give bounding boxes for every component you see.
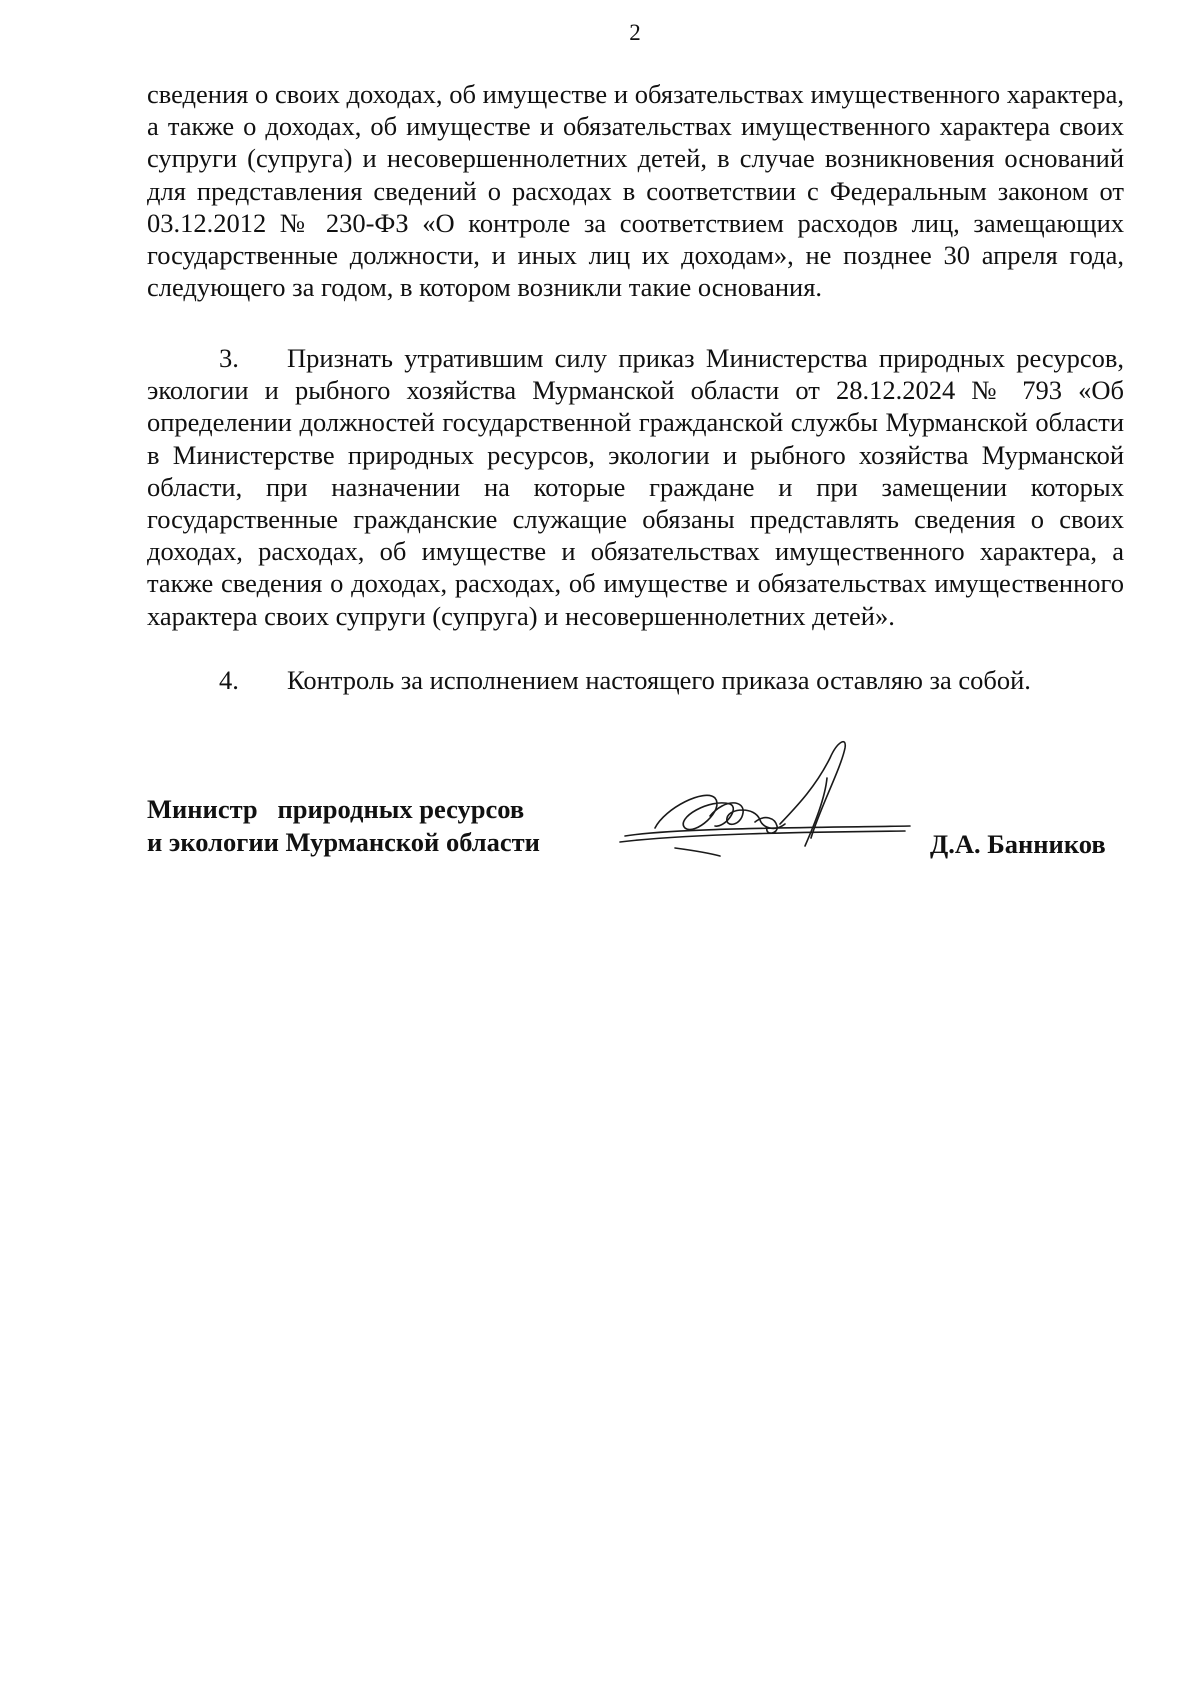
handwritten-signature (615, 728, 915, 868)
signature-stroke (780, 742, 845, 838)
item-4-text: Контроль за исполнением настоящего приказа оставляю за собой. (287, 665, 1031, 695)
signature-stroke (655, 795, 733, 829)
page-number: 2 (629, 20, 641, 45)
item-4-number: 4. (219, 665, 239, 695)
signatory-position-line-1: Министр природных ресурсов (147, 794, 525, 824)
signature-stroke (755, 818, 777, 833)
signatory-position-line-2: и экологии Мурманской области (147, 826, 540, 857)
paragraph-item-3 (147, 342, 1124, 632)
signatory-position (147, 793, 540, 858)
signature-stroke (805, 778, 827, 846)
signatory-name: Д.А. Банников (930, 829, 1106, 859)
signature-stroke (675, 848, 720, 856)
item-3-number: 3. (219, 343, 239, 373)
paragraph-continuation: сведения о своих доходах, об имуществе и обязательствах имущественного характера, а также о доходах, об имуществе и обязательствах имущественного характера своих супруги (супруга) и несовершеннолетних детей, в случае возникновения оснований для представления сведений о расходах в соответствии с Федеральным законом от 03.12.2012 № 230-ФЗ «О контроле за соответствием расходов лиц, замещающих государственные должности, и иных лиц их доходам», не позднее 30 апреля года, следующего за годом, в котором возникли такие основания. (147, 79, 1124, 303)
item-3-text: Признать утратившим силу приказ Министерства природных ресурсов, экологии и рыбного хозяйства Мурманской области от 28.12.2024 № 793 «Об определении должностей государственной гражданской службы Мурманской области в Министерстве природных ресурсов, экологии и рыбного хозяйства Мурманской области, при назначении на которые граждане и при замещении которых государственные гражданские служащие обязаны представлять сведения о своих доходах, расходах, об имуществе и обязательствах имущественного характера, а также сведения о доходах, расходах, об имуществе и обязательствах имущественного характера своих супруги (супруга) и несовершеннолетних детей». (147, 343, 1124, 631)
paragraph-item-4 (147, 664, 1124, 696)
